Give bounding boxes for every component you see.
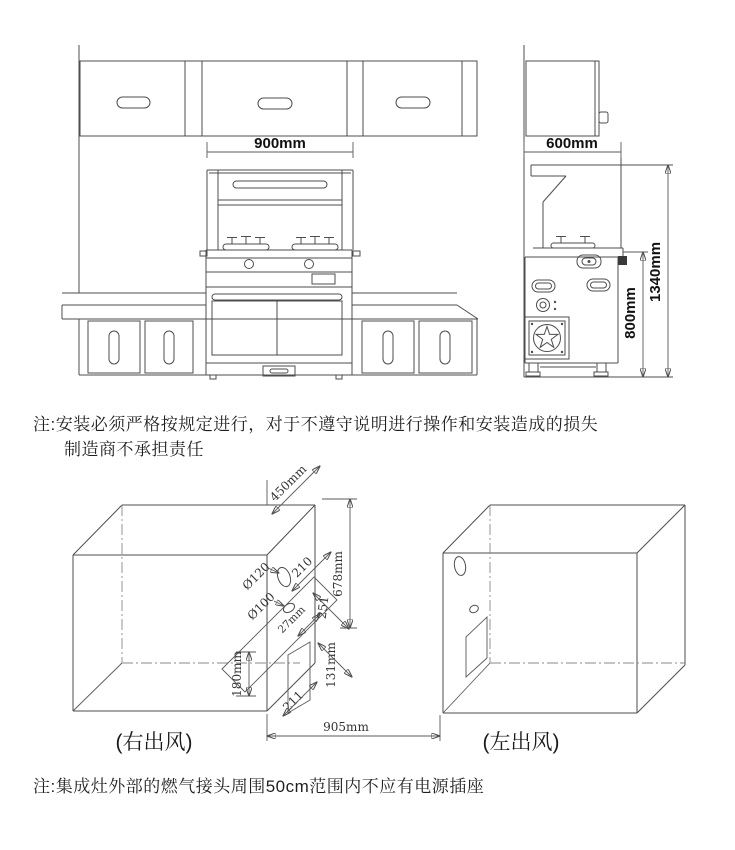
side-wall-cabinet — [526, 61, 608, 136]
cabinet-handle — [383, 331, 393, 364]
base-cabinets — [79, 319, 477, 375]
counter-height-dimension — [622, 252, 648, 377]
side-knob — [537, 299, 550, 312]
gas-inlet — [618, 256, 627, 265]
total-height-dimension — [647, 165, 668, 377]
hood-width-label: 900mm — [254, 135, 306, 152]
dimension-lines — [230, 462, 440, 741]
dim-27: 27mm — [275, 603, 308, 636]
stove-foot — [529, 363, 538, 372]
cabinet-handle — [109, 331, 119, 364]
cabinet-handle — [117, 97, 150, 108]
dim-211: 211 — [280, 688, 307, 715]
air-outlet-hole-large — [453, 556, 467, 577]
depth-label: 600mm — [546, 135, 598, 152]
front-elevation-view — [62, 45, 478, 379]
dim-678: 678mm — [331, 551, 345, 597]
door-handle-slot — [212, 294, 342, 300]
display-panel — [312, 274, 335, 284]
dim-131: 131mm — [324, 642, 338, 688]
counter-height-label: 800mm — [622, 287, 639, 339]
dim-251: 251 — [314, 595, 332, 620]
stove-body — [206, 250, 352, 379]
burner-icon — [223, 237, 269, 251]
stove-foot — [597, 363, 606, 372]
side-elevation-view — [524, 45, 673, 377]
left-outlet-caption: (左出风) — [482, 731, 560, 754]
control-knob — [305, 260, 314, 269]
dim-905: 905mm — [323, 720, 369, 734]
range-hood — [200, 170, 360, 256]
fan-icon — [525, 317, 569, 359]
cabinet-handle — [258, 98, 292, 109]
dim-210: 210 — [289, 554, 316, 581]
cabinet-handle — [396, 97, 430, 108]
gas-hole-small — [468, 604, 479, 614]
burner-icon — [292, 237, 338, 251]
hood-vent-slot — [233, 181, 327, 188]
dim-hole-large: Ø120 — [239, 559, 273, 593]
total-height-label: 1340mm — [647, 241, 664, 303]
gas-socket-note — [33, 774, 673, 799]
control-knob — [245, 260, 254, 269]
cabinet-knob — [599, 112, 608, 123]
dim-hole-small: Ø100 — [244, 589, 278, 623]
countertop — [62, 293, 478, 319]
depth-dimension — [524, 135, 621, 158]
wall-cabinets — [80, 61, 477, 136]
note-line-2: 制造商不承担责任 — [64, 440, 204, 459]
cabinet-box-outline — [443, 505, 685, 713]
side-panel-features — [453, 556, 487, 677]
installation-warning-note — [33, 412, 673, 462]
dim-180: 180mm — [230, 651, 244, 697]
left-outlet-diagram — [443, 505, 685, 754]
cutout-opening — [466, 617, 487, 677]
note-line-1: 注:安装必须严格按规定进行，对于不遵守说明进行操作和安装造成的损失 — [33, 415, 599, 434]
side-hood-profile — [531, 158, 673, 248]
note-line: 注:集成灶外部的燃气接头周围50cm范围内不应有电源插座 — [33, 777, 485, 796]
right-outlet-caption: (右出风) — [115, 731, 193, 754]
hood-width-dimension — [207, 135, 353, 158]
right-outlet-diagram — [73, 462, 440, 754]
cabinet-box-outline — [73, 505, 315, 711]
cabinet-handle — [440, 331, 450, 364]
dim-450: 450mm — [267, 462, 310, 505]
burner-icon — [551, 237, 595, 249]
cabinet-handle — [164, 331, 174, 364]
